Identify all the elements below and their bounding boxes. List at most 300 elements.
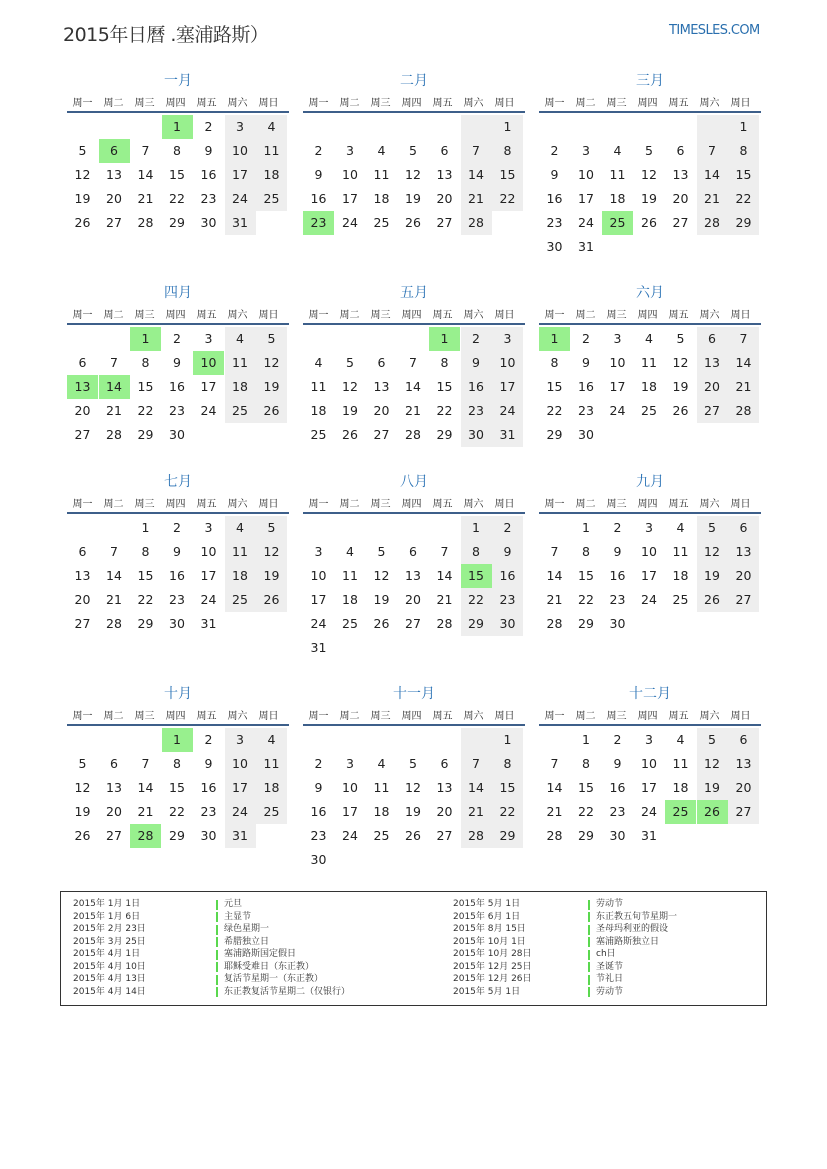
divider [303, 111, 525, 113]
day-cell: 19 [74, 191, 91, 206]
weekday-label: 周六 [699, 309, 720, 321]
weekday-header [303, 705, 525, 723]
weekday-label: 周六 [463, 710, 484, 722]
holiday-marker [588, 937, 590, 947]
legend-date: 2015年 5月 1日 [453, 986, 521, 997]
legend-date: 2015年 5月 1日 [453, 899, 521, 909]
day-cell: 22 [492, 800, 523, 824]
day-cell: 20 [436, 804, 453, 819]
day-cell: 5 [346, 355, 354, 370]
day-cell: 12 [74, 167, 91, 182]
divider [539, 111, 761, 113]
day-cell: 30 [578, 427, 594, 442]
day-cell: 1 [461, 516, 492, 540]
day-cell: 3 [492, 327, 523, 351]
day-cell: 26 [74, 828, 91, 843]
holiday-marker [216, 987, 218, 997]
day-cell: 20 [106, 191, 122, 206]
day-grid [303, 728, 525, 872]
day-cell: 17 [641, 568, 657, 583]
weekday-label: 周六 [227, 309, 248, 321]
weekday-label: 周三 [134, 309, 155, 321]
day-cell: 24 [492, 399, 523, 423]
legend-holiday-name: 希腊独立日 [224, 936, 270, 947]
weekday-label: 周一 [72, 97, 93, 109]
weekday-label: 周四 [637, 710, 658, 722]
day-cell: 29 [728, 211, 759, 235]
month-name: 十月 [164, 686, 192, 702]
day-cell: 19 [256, 564, 287, 588]
day-cell: 4 [256, 728, 287, 752]
site-logo[interactable]: TIMESLES.COM [669, 23, 760, 38]
weekday-label: 周四 [401, 309, 422, 321]
day-cell: 24 [578, 215, 594, 230]
weekday-label: 周五 [668, 97, 689, 109]
day-cell: 24 [641, 592, 657, 607]
day-cell: 16 [546, 191, 563, 206]
day-cell: 2 [204, 732, 213, 747]
holiday-marker [588, 975, 590, 985]
weekday-label: 周五 [432, 97, 453, 109]
weekday-header [539, 493, 761, 511]
day-cell: 21 [106, 403, 122, 418]
day-grid [67, 516, 289, 636]
empty-cell [539, 728, 570, 752]
weekday-label: 周二 [575, 97, 596, 109]
day-cell: 30 [609, 828, 626, 843]
legend-holiday-name: 塞浦路斯独立日 [596, 936, 660, 947]
day-grid [67, 115, 289, 235]
day-cell: 2 [314, 756, 323, 771]
day-cell: 30 [200, 828, 217, 843]
day-cell: 15 [728, 163, 759, 187]
weekday-label: 周三 [134, 710, 155, 722]
weekday-label: 周二 [339, 498, 360, 510]
weekday-label: 周二 [339, 710, 360, 722]
weekday-label: 周二 [103, 710, 124, 722]
month-name: 四月 [164, 285, 192, 301]
day-cell: 1 [582, 732, 590, 747]
month-block [539, 473, 761, 636]
month-block [67, 72, 289, 235]
day-cell: 20 [697, 375, 728, 399]
weekday-label: 周一 [544, 710, 565, 722]
day-cell: 18 [225, 564, 256, 588]
day-cell: 12 [342, 379, 358, 394]
divider [303, 724, 525, 726]
day-cell: 13 [106, 167, 122, 182]
weekday-label: 周五 [196, 498, 217, 510]
holiday-day-cell: 25 [665, 800, 696, 824]
day-cell: 6 [377, 355, 386, 370]
legend-holiday-name: 塞浦路斯国定假日 [224, 949, 297, 959]
day-grid [539, 115, 761, 259]
day-cell: 4 [676, 732, 685, 747]
day-cell: 3 [225, 728, 256, 752]
day-cell: 14 [137, 167, 154, 182]
weekday-label: 周一 [308, 498, 329, 510]
holiday-day-cell: 26 [697, 800, 728, 824]
day-cell: 13 [728, 752, 759, 776]
day-cell: 19 [697, 776, 728, 800]
day-cell: 5 [409, 756, 417, 771]
day-cell: 6 [78, 355, 87, 370]
weekday-label: 周一 [72, 710, 93, 722]
day-cell: 9 [314, 167, 323, 182]
weekday-label: 周六 [463, 498, 484, 510]
holiday-day-cell: 1 [162, 728, 193, 752]
legend-holiday-name: 圣母玛利亚的假设 [596, 924, 669, 934]
day-cell: 1 [728, 115, 759, 139]
day-cell: 11 [310, 379, 327, 394]
weekday-label: 周五 [196, 309, 217, 321]
day-grid [67, 327, 289, 447]
divider [539, 724, 761, 726]
day-cell: 22 [546, 403, 563, 418]
day-cell: 14 [137, 780, 154, 795]
day-cell: 29 [137, 616, 154, 631]
day-cell: 3 [645, 732, 653, 747]
day-cell: 27 [436, 215, 453, 230]
day-cell: 17 [200, 379, 217, 394]
day-cell: 28 [461, 211, 492, 235]
day-cell: 23 [310, 828, 327, 843]
empty-cell [697, 115, 728, 139]
weekday-label: 周四 [165, 710, 186, 722]
weekday-label: 周三 [606, 309, 627, 321]
day-cell: 19 [373, 592, 390, 607]
day-cell: 21 [697, 187, 728, 211]
day-cell: 18 [373, 804, 390, 819]
day-grid [539, 327, 761, 447]
day-cell: 15 [578, 568, 594, 583]
day-cell: 13 [74, 568, 91, 583]
empty-cell [366, 115, 397, 139]
day-cell: 25 [641, 403, 657, 418]
day-cell: 2 [582, 331, 590, 346]
day-cell: 31 [225, 211, 256, 235]
day-cell: 26 [697, 588, 728, 612]
day-cell: 12 [697, 540, 728, 564]
empty-cell [303, 115, 334, 139]
legend-date: 2015年 10月 1日 [453, 936, 526, 947]
weekday-label: 周日 [258, 710, 279, 722]
weekday-label: 周三 [134, 498, 155, 510]
weekday-label: 周四 [401, 710, 422, 722]
day-cell: 20 [436, 191, 453, 206]
day-cell: 11 [672, 756, 689, 771]
day-cell: 9 [173, 355, 181, 370]
weekday-label: 周三 [370, 498, 391, 510]
day-cell: 10 [225, 139, 256, 163]
day-cell: 11 [609, 167, 626, 182]
day-cell: 16 [169, 379, 185, 394]
day-cell: 5 [697, 516, 728, 540]
day-cell: 17 [641, 780, 657, 795]
day-cell: 24 [225, 800, 256, 824]
weekday-label: 周四 [401, 97, 422, 109]
day-cell: 24 [609, 403, 626, 418]
weekday-label: 周五 [196, 97, 217, 109]
weekday-label: 周一 [544, 498, 565, 510]
empty-cell [99, 728, 130, 752]
weekday-label: 周日 [730, 498, 751, 510]
holiday-day-cell: 14 [99, 375, 130, 399]
empty-cell [429, 516, 460, 540]
day-cell: 7 [141, 756, 150, 771]
day-cell: 11 [641, 355, 657, 370]
day-cell: 25 [310, 427, 327, 442]
holiday-day-cell: 1 [539, 327, 570, 351]
day-cell: 23 [461, 399, 492, 423]
legend-holiday-name: 耶稣受难日（东正教） [224, 961, 315, 972]
legend-date: 2015年 1月 6日 [73, 911, 141, 922]
day-cell: 31 [310, 640, 327, 655]
weekday-label: 周四 [401, 498, 422, 510]
weekday-header [539, 92, 761, 110]
day-cell: 7 [550, 544, 559, 559]
day-cell: 23 [200, 191, 217, 206]
day-cell: 18 [609, 191, 626, 206]
day-cell: 22 [578, 592, 594, 607]
day-cell: 6 [728, 728, 759, 752]
weekday-label: 周二 [575, 710, 596, 722]
empty-cell [335, 115, 366, 139]
day-cell: 27 [728, 800, 759, 824]
day-cell: 19 [405, 191, 421, 206]
day-cell: 7 [728, 327, 759, 351]
day-grid [67, 728, 289, 848]
day-cell: 7 [409, 355, 417, 370]
day-cell: 14 [728, 351, 759, 375]
legend-holiday-name: 元旦 [224, 899, 243, 909]
day-cell: 2 [613, 520, 622, 535]
day-cell: 29 [578, 616, 594, 631]
day-cell: 13 [672, 167, 689, 182]
day-cell: 5 [78, 756, 87, 771]
holiday-day-cell: 13 [67, 375, 98, 399]
weekday-header [303, 92, 525, 110]
day-cell: 18 [225, 375, 256, 399]
day-cell: 10 [578, 167, 594, 182]
empty-cell [67, 516, 98, 540]
day-cell: 19 [405, 804, 421, 819]
day-cell: 23 [609, 804, 626, 819]
day-cell: 15 [137, 379, 154, 394]
day-cell: 10 [342, 167, 358, 182]
month-block [539, 685, 761, 848]
day-cell: 15 [169, 167, 185, 182]
day-cell: 17 [578, 191, 594, 206]
day-cell: 11 [373, 780, 390, 795]
day-cell: 13 [436, 167, 453, 182]
day-cell: 28 [137, 215, 154, 230]
weekday-label: 周三 [370, 97, 391, 109]
day-cell: 24 [342, 215, 358, 230]
day-cell: 22 [169, 804, 185, 819]
legend-date: 2015年 12月 26日 [453, 974, 532, 984]
day-cell: 9 [173, 544, 181, 559]
day-cell: 3 [582, 143, 590, 158]
weekday-label: 周日 [730, 97, 751, 109]
day-grid [303, 115, 525, 235]
day-cell: 4 [346, 544, 354, 559]
day-cell: 29 [169, 215, 185, 230]
day-cell: 9 [314, 780, 323, 795]
day-cell: 2 [204, 119, 213, 134]
day-cell: 24 [342, 828, 358, 843]
empty-cell [99, 115, 130, 139]
empty-cell [461, 728, 492, 752]
weekday-label: 周二 [575, 498, 596, 510]
day-cell: 3 [314, 544, 323, 559]
day-cell: 21 [546, 804, 563, 819]
day-cell: 29 [578, 828, 594, 843]
day-cell: 20 [728, 564, 759, 588]
day-cell: 30 [492, 612, 523, 636]
day-cell: 3 [346, 756, 354, 771]
day-cell: 4 [225, 327, 256, 351]
day-cell: 14 [461, 163, 492, 187]
day-cell: 27 [106, 828, 122, 843]
day-cell: 27 [697, 399, 728, 423]
weekday-label: 周日 [494, 498, 515, 510]
empty-cell [429, 728, 460, 752]
weekday-label: 周三 [134, 97, 155, 109]
day-cell: 10 [342, 780, 358, 795]
weekday-label: 周四 [637, 309, 658, 321]
day-cell: 5 [256, 516, 287, 540]
day-cell: 2 [314, 143, 323, 158]
day-cell: 31 [200, 616, 217, 631]
empty-cell [602, 115, 633, 139]
month-name: 三月 [636, 73, 664, 89]
weekday-label: 周六 [699, 710, 720, 722]
day-cell: 28 [405, 427, 421, 442]
day-cell: 12 [74, 780, 91, 795]
day-cell: 8 [173, 143, 181, 158]
day-cell: 14 [461, 776, 492, 800]
day-cell: 23 [200, 804, 217, 819]
day-cell: 2 [173, 520, 181, 535]
day-cell: 8 [173, 756, 181, 771]
day-cell: 29 [461, 612, 492, 636]
day-cell: 2 [492, 516, 523, 540]
day-cell: 28 [106, 427, 122, 442]
day-cell: 2 [173, 331, 181, 346]
day-cell: 9 [204, 756, 213, 771]
holiday-marker [588, 925, 590, 935]
weekday-header [539, 304, 761, 322]
month-block [303, 685, 525, 872]
weekday-label: 周二 [103, 309, 124, 321]
day-cell: 17 [310, 592, 327, 607]
day-cell: 28 [728, 399, 759, 423]
weekday-label: 周一 [544, 97, 565, 109]
day-cell: 18 [672, 780, 689, 795]
day-cell: 26 [256, 399, 287, 423]
holiday-day-cell: 15 [461, 564, 492, 588]
day-cell: 10 [641, 756, 657, 771]
day-cell: 19 [342, 403, 358, 418]
day-cell: 26 [672, 403, 689, 418]
day-cell: 2 [550, 143, 559, 158]
weekday-label: 周日 [258, 309, 279, 321]
weekday-label: 周五 [668, 710, 689, 722]
weekday-label: 周五 [196, 710, 217, 722]
holiday-marker [588, 900, 590, 910]
legend-holiday-name: 东正教复活节星期二（仅银行） [224, 986, 351, 997]
day-cell: 8 [141, 355, 150, 370]
weekday-label: 周六 [227, 97, 248, 109]
month-block [539, 284, 761, 447]
weekday-header [303, 304, 525, 322]
empty-cell [398, 516, 429, 540]
weekday-label: 周日 [730, 710, 751, 722]
day-cell: 4 [377, 756, 386, 771]
day-cell: 7 [697, 139, 728, 163]
day-cell: 1 [141, 520, 150, 535]
day-cell: 21 [728, 375, 759, 399]
day-cell: 9 [613, 544, 622, 559]
empty-cell [303, 327, 334, 351]
day-cell: 22 [492, 187, 523, 211]
day-cell: 3 [204, 331, 213, 346]
day-cell: 15 [546, 379, 563, 394]
day-cell: 12 [672, 355, 689, 370]
day-cell: 12 [641, 167, 657, 182]
day-cell: 16 [200, 167, 217, 182]
day-cell: 17 [225, 163, 256, 187]
holiday-marker [216, 975, 218, 985]
legend-holiday-name: 节礼日 [596, 974, 624, 984]
empty-cell [99, 516, 130, 540]
day-cell: 4 [377, 143, 386, 158]
weekday-label: 周二 [103, 97, 124, 109]
day-cell: 27 [74, 427, 91, 442]
weekday-label: 周六 [227, 498, 248, 510]
month-block [303, 72, 525, 235]
day-cell: 18 [373, 191, 390, 206]
weekday-label: 周四 [165, 97, 186, 109]
legend-date: 2015年 6月 1日 [453, 911, 521, 922]
day-cell: 29 [492, 824, 523, 848]
month-name: 二月 [400, 73, 428, 89]
day-cell: 2 [461, 327, 492, 351]
empty-cell [335, 327, 366, 351]
holiday-legend [60, 891, 767, 1006]
day-cell: 12 [256, 540, 287, 564]
day-cell: 4 [613, 143, 622, 158]
legend-date: 2015年 10月 28日 [453, 949, 532, 959]
day-cell: 26 [373, 616, 390, 631]
day-cell: 21 [405, 403, 421, 418]
legend-holiday-name: 劳动节 [596, 899, 624, 909]
month-block [67, 284, 289, 447]
weekday-label: 周四 [165, 498, 186, 510]
day-cell: 29 [436, 427, 453, 442]
day-cell: 5 [676, 331, 685, 346]
weekday-label: 周一 [72, 498, 93, 510]
day-cell: 26 [405, 828, 421, 843]
day-cell: 16 [609, 568, 626, 583]
day-cell: 11 [672, 544, 689, 559]
day-cell: 14 [405, 379, 421, 394]
day-cell: 27 [405, 616, 421, 631]
day-cell: 25 [672, 592, 689, 607]
day-cell: 9 [550, 167, 559, 182]
day-cell: 9 [492, 540, 523, 564]
